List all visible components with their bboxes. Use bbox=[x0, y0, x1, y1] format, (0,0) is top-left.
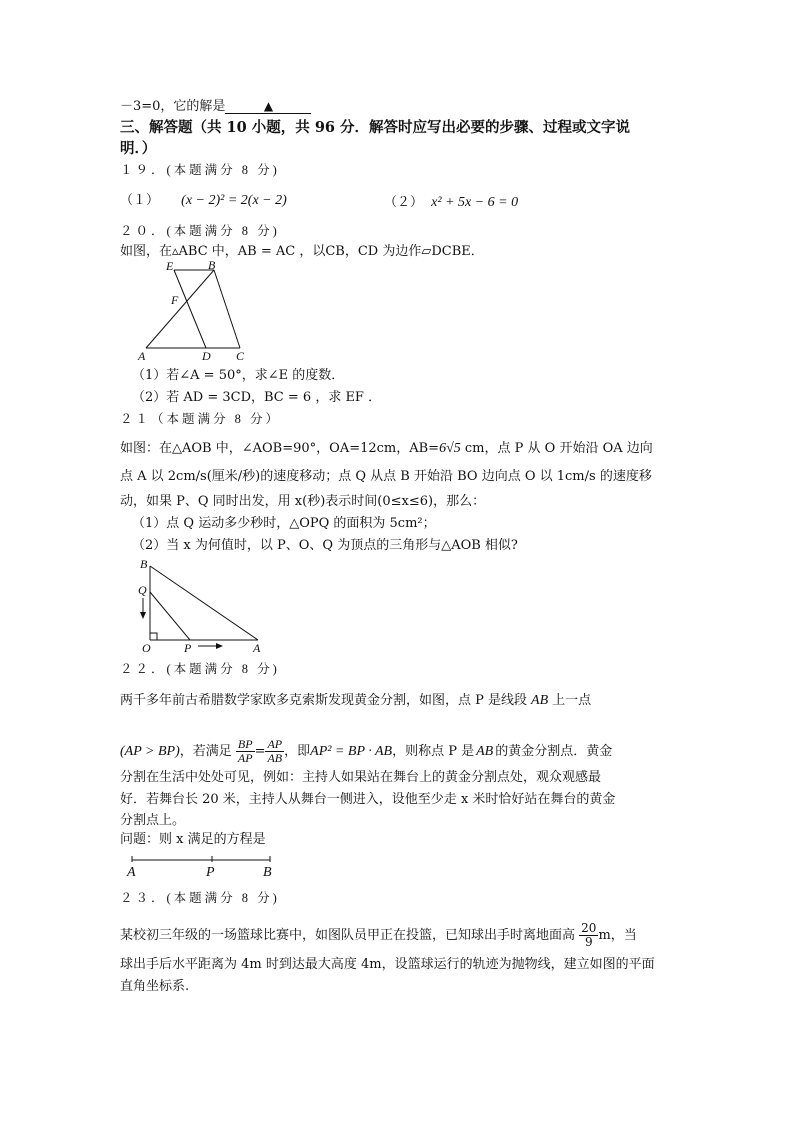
label-B: B bbox=[263, 865, 272, 880]
fraction-denominator: AP bbox=[237, 751, 253, 765]
q21-line1 bbox=[120, 440, 653, 458]
label-F: F bbox=[171, 293, 179, 307]
q22-line2-b: ，即 bbox=[284, 744, 311, 759]
q21-line3: 动，如果 P、Q 同时出发，用 x(秒)表示时间(0≤x≤6)，那么： bbox=[120, 494, 486, 509]
q22-line2-c: ，则称点 P 是 bbox=[392, 744, 475, 759]
q22-line2-ab: AB bbox=[476, 744, 494, 759]
q23-line1-b: m，当 bbox=[598, 928, 637, 943]
q22-fraction-2 bbox=[265, 738, 284, 765]
q21-ab-value: 6√5 bbox=[439, 441, 461, 456]
label-P: P bbox=[184, 641, 192, 654]
arrow-down-icon bbox=[140, 612, 146, 619]
label-P: P bbox=[206, 865, 215, 880]
label-B: B bbox=[208, 260, 216, 272]
q21-part2: （2）当 x 为何值时，以 P、O、Q 为顶点的三角形与△AOB 相似? bbox=[132, 538, 518, 553]
q22-figure bbox=[124, 850, 284, 882]
q23-height-fraction bbox=[579, 922, 598, 949]
q22-condition: (AP > BP) bbox=[120, 744, 180, 759]
label-O: O bbox=[142, 641, 151, 654]
label-D: D bbox=[202, 349, 211, 363]
segment-ED bbox=[174, 270, 206, 348]
q22-header: ２２．(本题满分 8 分) bbox=[120, 662, 280, 676]
q23-line1 bbox=[120, 922, 637, 949]
label-A: A bbox=[253, 641, 261, 654]
fraction-numerator: AP bbox=[267, 737, 283, 751]
top-line-text: －3=0，它的解是 bbox=[120, 99, 226, 114]
q21-line1-b: cm，点 P 从 O 开始沿 OA 边向 bbox=[460, 441, 653, 456]
q23-line3: 直角坐标系. bbox=[120, 979, 190, 994]
q20-header: ２０．(本题满分 8 分) bbox=[120, 224, 280, 238]
q22-equation: AP² = BP · AB bbox=[310, 744, 393, 759]
q20-part2: （2）若 AD = 3CD，BC = 6 ，求 EF ． bbox=[132, 390, 382, 405]
q21-line2: 点 A 以 2cm/s(厘米/秒)的速度移动；点 Q 从点 B 开始沿 BO 边向点 O 以 1cm/s 的速度移 bbox=[120, 469, 652, 484]
segment-BA bbox=[150, 566, 258, 640]
label-A: A bbox=[138, 349, 146, 363]
q20-intro: 如图，在▵ABC 中，AB = AC ，以CB，CD 为边作▱DCBE． bbox=[120, 244, 484, 259]
q23-line2: 球出手后水平距离为 4m 时到达最大高度 4m，设篮球运行的轨迹为抛物线，建立如图的平面 bbox=[120, 957, 655, 972]
section-title: 三、解答题（共 10 小题，共 96 分．解答时应写出必要的步骤、过程或文字说 bbox=[120, 119, 631, 136]
answer-blank[interactable] bbox=[225, 99, 311, 114]
q22-fraction-1 bbox=[236, 738, 255, 765]
q20-part1: （1）若∠A = 50°，求∠E 的度数． bbox=[132, 368, 345, 383]
q19-part1 bbox=[120, 192, 287, 210]
fraction-equals: = bbox=[254, 744, 266, 759]
segment-BC bbox=[214, 270, 240, 348]
q19-header: １９．(本题满分 8 分) bbox=[120, 163, 280, 177]
q21-header: ２１（本题满分 8 分） bbox=[120, 412, 282, 426]
q22-line2-d: 的黄金分割点．黄金 bbox=[495, 744, 613, 759]
q21-part1: （1）点 Q 运动多少秒时，△OPQ 的面积为 5cm²； bbox=[132, 516, 436, 531]
fraction-numerator: 20 bbox=[581, 921, 597, 935]
fraction-numerator: BP bbox=[237, 737, 253, 751]
q23-header: ２３．(本题满分 8 分) bbox=[120, 891, 280, 905]
q22-line1-b: 上一点 bbox=[552, 693, 592, 708]
label-E: E bbox=[166, 260, 174, 273]
q22-line1-a: 两千多年前古希腊数学家欧多克索斯发现黄金分割，如图，点 P 是线段 bbox=[120, 693, 528, 708]
q22-line3: 分割在生活中处处可见，例如：主持人如果站在舞台上的黄金分割点处，观众观感最 bbox=[120, 770, 602, 785]
section-title-cont: 明．） bbox=[120, 140, 157, 157]
q22-line4: 好．若舞台长 20 米，主持人从舞台一侧进入，设他至少走 x 米时恰好站在舞台的黄金 bbox=[120, 792, 616, 807]
right-angle-mark bbox=[150, 633, 157, 640]
top-line bbox=[120, 98, 311, 116]
q23-line1-a: 某校初三年级的一场篮球比赛中，如图队员甲正在投篮，已知球出手时离地面高 bbox=[120, 928, 576, 943]
q20-figure bbox=[134, 260, 254, 364]
triangle-marker-icon: ▲ bbox=[263, 99, 274, 113]
label-A: A bbox=[127, 865, 136, 880]
q22-line5: 分割点上。 bbox=[120, 813, 186, 828]
q22-line2-a: ，若满足 bbox=[179, 744, 232, 759]
q22-line1 bbox=[120, 692, 591, 710]
q22-question: 问题：则 x 满足的方程是 bbox=[120, 832, 266, 847]
q19-part2 bbox=[384, 194, 518, 212]
q22-line2 bbox=[120, 738, 612, 765]
segment-AB bbox=[146, 270, 214, 348]
q19-part2-equation: x² + 5x − 6 = 0 bbox=[431, 195, 519, 210]
arrow-right-icon bbox=[216, 643, 223, 649]
q21-line1-a: 如图：在△AOB 中，∠AOB=90°，OA=12cm，AB= bbox=[120, 441, 440, 456]
fraction-denominator: AB bbox=[267, 751, 283, 765]
label-C: C bbox=[236, 349, 245, 363]
q21-figure bbox=[134, 558, 270, 654]
q19-part1-label: （１） bbox=[120, 193, 160, 208]
q19-part1-equation: (x − 2)² = 2(x − 2) bbox=[181, 193, 287, 208]
fraction-denominator: 9 bbox=[579, 935, 598, 949]
label-Q: Q bbox=[138, 583, 147, 597]
q22-line1-ab: AB bbox=[531, 693, 549, 708]
q19-part2-label: （２） bbox=[384, 195, 424, 210]
label-B: B bbox=[140, 558, 148, 571]
